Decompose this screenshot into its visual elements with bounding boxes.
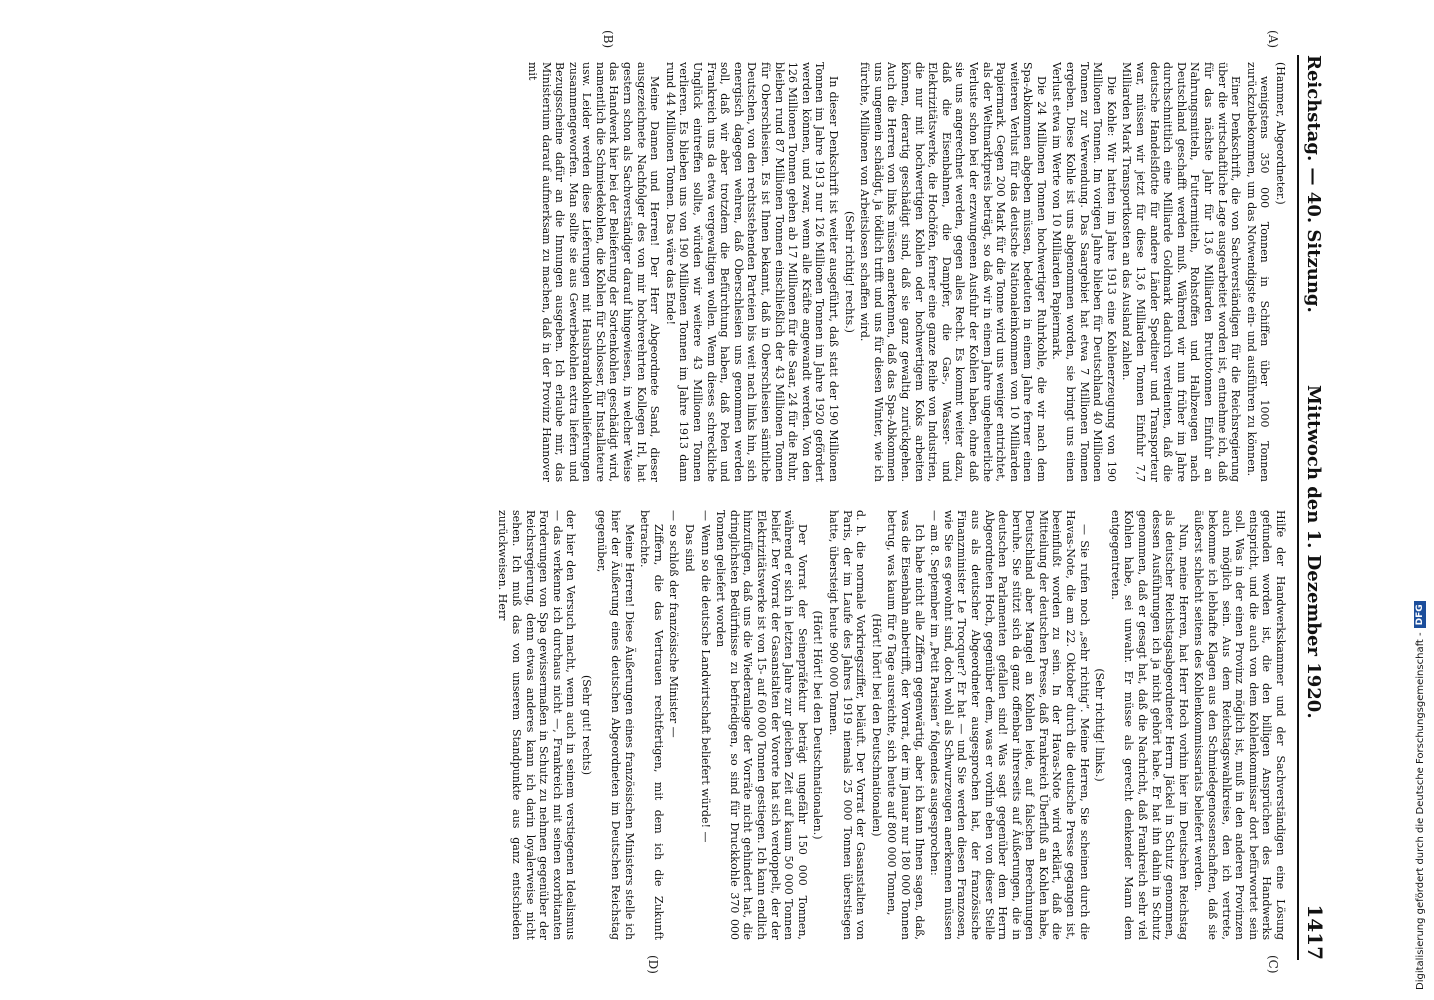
quote-paragraph: Der Vorrat der Seinepräfektur beträgt ungefähr 150 000 Tonnen, während er sich in letzten Jahre zur gleichen Zeit auf kaum 50 000 Tonnen belief. Der Vorrat der Gasanstalten der Vororte hat sich verdoppelt, der der Elektrizitätswerke ist von 15- auf 60 000 Tonnen gestiegen. Ich kann endlich hinzufügen, daß uns die Wiederanlage der Vorräte nicht gehindert hat, die dringlichsten Bedürfnisse zu befriedigen, so sind für Druckkohle 370 000 Tonnen geliefert worden	[714, 510, 809, 940]
interjection: (Hört! Hört! bei den Deutschnationalen.)	[811, 610, 825, 840]
margin-marker-b: (B)	[601, 30, 615, 49]
digitization-credit	[1412, 10, 1428, 990]
left-column	[30, 62, 1287, 482]
paragraph: In dieser Denkschrift ist weiter ausgeführt, daß statt der 190 Millionen Tonnen im Jahre 1913 nur 126 Millionen Tonnen im Jahre 1920 gefördert werden können, und zwar, wenn alle Kräfte angewandt werden. Von den 126 Millionen Tonnen gehen ab 17 Millionen für die Saar, 24 für die Ruhr, bleiben rund 87 Millionen Tonnen einschließlich der 43 Millionen Tonnen für Oberschlesien. Es ist Ihnen bekannt, daß in Oberschlesien sämtliche Deutschen, von den rechtsstehenden Parteien bis weit nach links hin, sich energisch dagegen wehren, daß Oberschlesien uns genommen werden soll, daß wir aber trotzdem die Befürchtung haben, daß Polen und Frankreich uns da etwa vergewaltigen wollen. Wenn dieses schreckliche Unglück eintreffen sollte, würden wir weitere 43 Millionen Tonnen verlieren. Es blieben uns von 190 Millionen Tonnen im Jahre 1913 dann rund 44 Millionen Tonnen. Das wäre das Ende!	[663, 62, 840, 482]
paragraph: Die Kohle: Wir hatten im Jahre 1913 eine Kohlenerzeugung von 190 Millionen Tonnen. Im vorigen Jahre blieben für Deutschland 40 Millionen Tonnen zur Verwendung. Das Saargebiet hat etwa 7 Millionen Tonnen ergeben. Diese Kohle ist uns abgenommen worden, sie bringt uns einen Verlust etwa im Werte von 10 Milliarden Papiermark.	[1050, 62, 1118, 482]
paragraph: Hilfe der Handwerkskammer und der Sachverständigen eine Lösung gefunden worden ist, die den billigen Ansprüchen des Handwerks entspricht, und die auch von dem Kohlenkommissar dort befürwortet sein soll. Was in der einen Provinz möglich ist, muß in den anderen Provinzen auch möglich sein. Aus dem Reichstagswahlkreise, den ich vertrete, bekomme ich lebhafte Klagen aus den Schmiedegenossenschaften, daß sie äußerst schlecht seitens des Kohlenkommissariats beliefert werden.	[1192, 510, 1287, 940]
quote-paragraph: d. h. die normale Vorkriegsziffer, beläuft. Der Vorrat der Gasanstalten von Paris, der im Laufe des Jahres 1919 niemals 25 000 Tonnen überstiegen hatte, übersteigt heute 900 000 Tonnen.	[827, 510, 868, 940]
interjection: (Sehr richtig! links.)	[1093, 668, 1107, 782]
margin-marker-c: (C)	[1266, 955, 1280, 974]
paragraph: der hier den Versuch macht, wenn auch in seinem verstiegenen Idealismus — das verkenne ich durchaus nicht —, Frankreich mit seinen exorbitanten Forderungen von Spa gewissermaßen in Schutz zu nehmen gegenüber der Reichsregierung, denn etwas anderes kann ich darin loyalerweise nicht sehen. Ich muß das von unserem Standpunkte aus ganz entschieden zurückweisen. Herr	[496, 510, 578, 940]
quote-paragraph: Das sind	[683, 524, 697, 572]
paragraph: Einer Denkschrift, die von Sachverständigen für die Reichsregierung über die wirtschaftliche Lage ausgearbeitet worden ist, entnehme ich, daß für das nächste Jahr für 13,6 Milliarden Bruttotonnen Einfuhr an Nahrungsmitteln, Futtermitteln, Rohstoffen und Halbzeugen nach Deutschland geschafft werden muß. Während wir nun früher im Jahre durchschnittlich eine Milliarde Goldmark dadurch verdienten, daß die deutsche Handelsflotte für andere Länder Spediteur und Transporteur war, müssen wir jetzt für diese 13,6 Milliarden Tonnen Einfuhr 7,7 Milliarden Mark Transportkosten an das Ausland zahlen.	[1120, 62, 1243, 482]
paragraph: Meine Damen und Herren! Der Herr Abgeordnete Sand, dieser ausgezeichnete Nachfolger des von mir hochverehrten Kollegen Irl, hat gestern schon als Sachverständiger darauf hingewiesen, in welcher Weise das Handwerk hier bei der Belieferung der Sortenkohlen geschädigt wird, namentlich die Schmiedekohlen, die Kohlen für Schlosser, für Installateure usw. Leider werden diese Lieferungen mit Hausbrandkohlenlieferungen zusammengeworfen. Man sollte sie aus Gewerbekohlen extra liefern und Bezugsscheine dafür an die Innungen ausgeben. Ich erlaube mir, das Ministerium darauf aufmerksam zu machen, daß in der Provinz Hannover mit	[525, 62, 662, 482]
credit-text: Digitalisierung gefördert durch die Deutsche Forschungsgemeinschaft -	[1414, 632, 1426, 990]
interjection: (Sehr richtig! rechts.)	[842, 211, 856, 333]
right-column	[30, 510, 1287, 940]
header-left: Reichstag. — 40. Sitzung.	[1303, 55, 1324, 313]
interjection: — Wenn so die deutsche Landwirtschaft beliefert würde! —	[698, 510, 712, 843]
interjection: (Hört! hört! bei den Deutschnationalen)	[869, 613, 883, 837]
margin-marker-d: (D)	[646, 955, 660, 974]
paragraph: Meine Herren! Diese Äußerungen eines französischen Ministers stelle ich hier der Äußerung eines deutschen Abgeordneten im Deutschen Reichstag gegenüber,	[595, 510, 636, 940]
paragraph: Die 24 Millionen Tonnen hochwertiger Ruhrkohle, die wir nach dem Spa-Abkommen abgeben müssen, bedeuten in einem Jahre ferner einen weiteren Verlust für das deutsche Nationaleinkommen von 10 Milliarden Papiermark. Gegen 200 Mark für die Tonne wird uns weniger entrichtet, als der Weltmarktpreis beträgt, so daß wir in einem Jahre ungeheuerliche Verluste schon bei der erzwungenen Ausfuhr der Kohlen haben, ohne daß sie uns angerechnet werden, gegen alles Recht. Es kommt weiter dazu, daß die Eisenbahnen, die Dampfer, die Gas-, Wasser- und Elektrizitätswerke, die Hochöfen, ferner eine ganze Reihe von Industrien, die nur mit hochwertigen Kohlen oder hochwertigem Koks arbeiten können, derartig geschädigt sind, daß sie ganz gewaltig zurückgehen. Auch die Herren von links müssen anerkennen, daß das Spa-Abkommen uns ungemein schädigt, ja tödlich trifft und uns für diesen Winter, wie ich fürchte, Millionen von Arbeitslosen schaffen wird.	[858, 62, 1048, 482]
interjection: (Sehr gut! rechts)	[579, 674, 593, 775]
margin-marker-a: (A)	[1266, 30, 1280, 49]
paragraph: wenigstens 350 000 Tonnen in Schiffen über 1000 Tonnen zurückzubekommen, um das Notwendigste ein- und ausführen zu können.	[1244, 62, 1272, 482]
dfg-logo: DFG	[1414, 601, 1426, 628]
paragraph: Nun, meine Herren, hat Herr Hoch vorhin hier im Deutschen Reichstag als deutscher Reichstagsabgeordneter Herrn Jäckel in Schutz genommen, dessen Ausführungen ich ja nicht gehört habe. Er hat ihn dahin in Schutz genommen, daß er gesagt hat, daß die Nachricht, daß Frankreich sehr viel Kohlen habe, sei unwahr. Er müsse als gerecht denkender Mann dem entgegentreten.	[1108, 510, 1190, 940]
paragraph: — Sie rufen noch „sehr richtig“. Meine Herren, Sie scheinen durch die Havas-Note, die am 22. Oktober durch die deutsche Presse gegangen ist, beeinflußt worden zu sein. In der Havas-Note wird erklärt, daß die Mitteilung der deutschen Presse, daß Frankreich Überfluß an Kohlen habe, Deutschland aber Mangel an Kohlen leide, auf falschen Berechnungen beruhe. Sie stützt sich da ganz offenbar ihrerseits auf Äußerungen, die in deutschen Parlamenten gefallen sind! Was sagt gegenüber dem Herrn Abgeordneten Hoch, gegenüber dem, was er vorhin eben von dieser Stelle aus als deutscher Abgeordneter ausgesprochen hat, der französische Finanzminister Le Trocquer? Er hat — und Sie werden diesen Franzosen, wie Sie es gewohnt sind, doch wohl als Schwurzeugen anerkennen müssen — am 8. September im „Petit Parisien“ folgendes ausgesprochen:	[928, 510, 1091, 940]
page-number: 1417	[1303, 904, 1327, 960]
page-header	[1297, 55, 1333, 960]
interjection: — so schloß der französische Minister —	[667, 510, 681, 738]
header-date: Mittwoch den 1. Dezember 1920.	[1303, 385, 1324, 719]
quote-paragraph: Ich habe nicht alle Ziffern gegenwärtig, aber ich kann Ihnen sagen, daß, was die Eisenbahn anbetrifft, der Vorrat, der im Januar nur 180 000 Tonnen betrug, was kaum für 6 Tage ausreichte, sich heute auf 800 000 Tonnen,	[885, 510, 926, 940]
paragraph: (Hammer, Abgeordneter.)	[1274, 62, 1287, 205]
quote-paragraph: Ziffern, die das Vertrauen rechtfertigen, mit dem ich die Zukunft betrachte.	[638, 510, 665, 940]
